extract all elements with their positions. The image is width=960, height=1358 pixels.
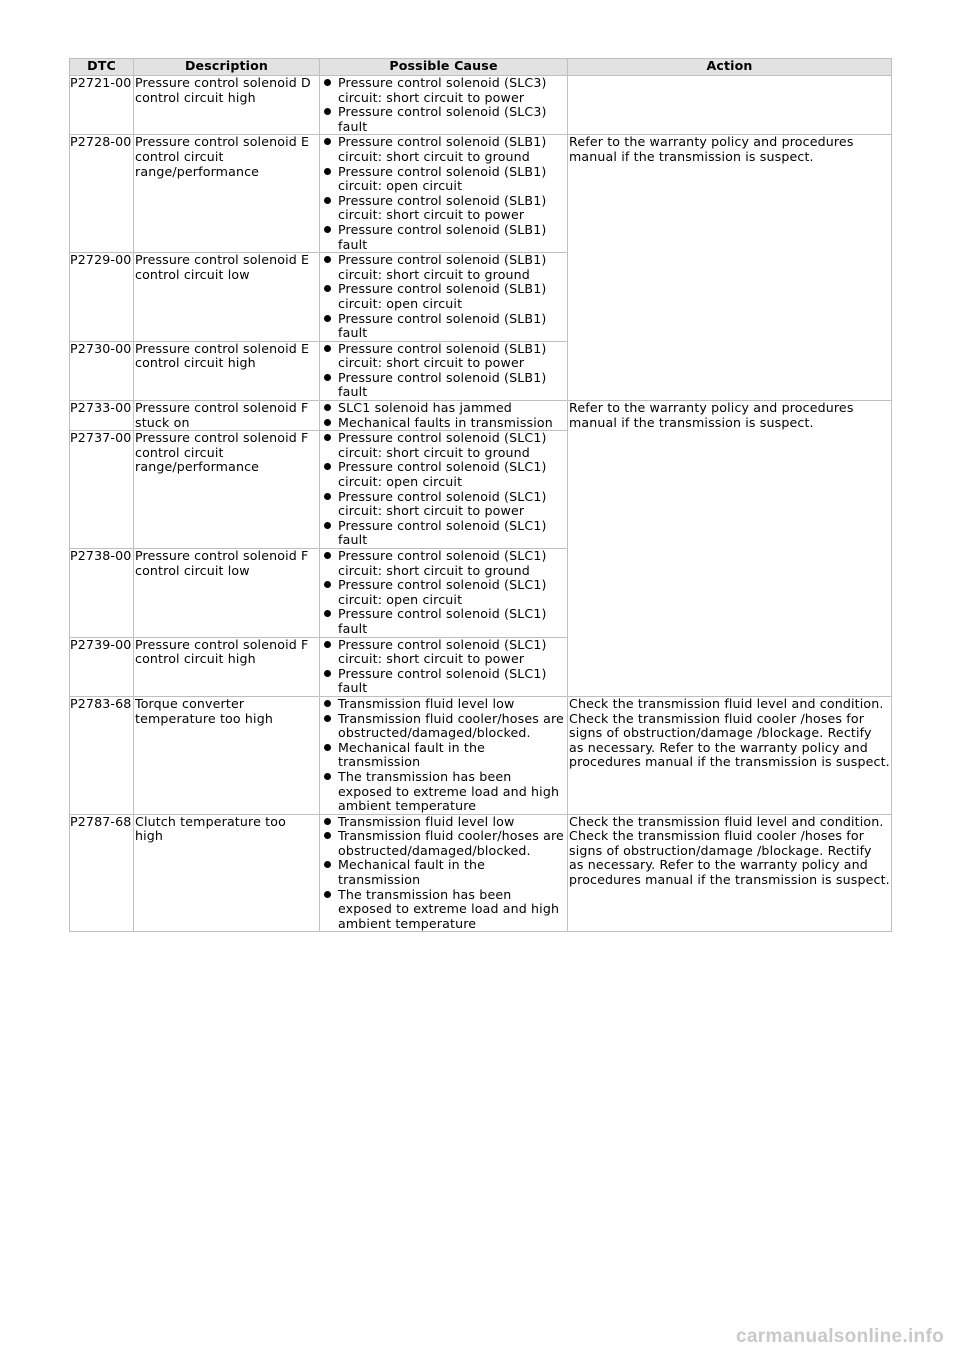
cause-item: Transmission fluid cooler/hoses are obstructed/damaged/blocked. (321, 712, 566, 741)
header-dtc: DTC (70, 59, 134, 76)
cause-item: Pressure control solenoid (SLC1) fault (321, 519, 566, 548)
dtc-table (69, 58, 892, 932)
cause-item: Transmission fluid level low (321, 815, 566, 830)
dtc-description: Pressure control solenoid E control circuit low (134, 253, 320, 342)
dtc-code: P2739-00 (70, 637, 134, 696)
table-row (70, 814, 892, 932)
cause-item: Pressure control solenoid (SLC3) circuit: short circuit to power (321, 76, 566, 105)
cause-item: Pressure control solenoid (SLB1) circuit: short circuit to ground (321, 253, 566, 282)
cause-item: Pressure control solenoid (SLC1) circuit: short circuit to ground (321, 431, 566, 460)
dtc-code: P2783-68 (70, 696, 134, 814)
possible-cause (320, 341, 568, 400)
dtc-description: Pressure control solenoid D control circuit high (134, 76, 320, 135)
cause-item: The transmission has been exposed to extreme load and high ambient temperature (321, 770, 566, 814)
possible-cause (320, 696, 568, 814)
cause-list (321, 401, 566, 430)
header-possible-cause: Possible Cause (320, 59, 568, 76)
dtc-code: P2728-00 (70, 135, 134, 253)
cause-item: Pressure control solenoid (SLC1) fault (321, 667, 566, 696)
cause-item: Pressure control solenoid (SLB1) fault (321, 371, 566, 400)
cause-item: Pressure control solenoid (SLC1) circuit: short circuit to power (321, 490, 566, 519)
dtc-code: P2730-00 (70, 341, 134, 400)
site-watermark: carmanualsonline.info (736, 1326, 944, 1347)
cause-item: Pressure control solenoid (SLB1) circuit: short circuit to ground (321, 135, 566, 164)
dtc-description: Pressure control solenoid F stuck on (134, 401, 320, 431)
cause-list (321, 253, 566, 341)
dtc-code: P2738-00 (70, 549, 134, 638)
dtc-description: Clutch temperature too high (134, 814, 320, 932)
dtc-code: P2737-00 (70, 431, 134, 549)
table-row (70, 401, 892, 431)
cause-item: Pressure control solenoid (SLC1) fault (321, 607, 566, 636)
table-row (70, 135, 892, 253)
possible-cause (320, 637, 568, 696)
dtc-code: P2787-68 (70, 814, 134, 932)
cause-list (321, 697, 566, 814)
dtc-description: Torque converter temperature too high (134, 696, 320, 814)
dtc-code: P2733-00 (70, 401, 134, 431)
action-cell: Refer to the warranty policy and procedures manual if the transmission is suspect. (568, 401, 892, 697)
action-cell: Refer to the warranty policy and procedures manual if the transmission is suspect. (568, 135, 892, 401)
action-cell: Check the transmission fluid level and condition. Check the transmission fluid cooler /hoses for signs of obstruction/damage /blockage. Rectify as necessary. Refer to the warranty policy and procedures manual if the transmission is suspect. (568, 696, 892, 814)
cause-item: Mechanical faults in transmission (321, 416, 566, 431)
cause-list (321, 76, 566, 134)
action-cell (568, 76, 892, 135)
possible-cause (320, 253, 568, 342)
action-cell: Check the transmission fluid level and condition. Check the transmission fluid cooler /hoses for signs of obstruction/damage /blockage. Rectify as necessary. Refer to the warranty policy and procedures manual if the transmission is suspect. (568, 814, 892, 932)
dtc-description: Pressure control solenoid F control circuit high (134, 637, 320, 696)
cause-list (321, 135, 566, 252)
dtc-description: Pressure control solenoid F control circuit low (134, 549, 320, 638)
cause-item: Pressure control solenoid (SLC1) circuit: open circuit (321, 460, 566, 489)
cause-list (321, 549, 566, 637)
cause-item: Pressure control solenoid (SLB1) fault (321, 223, 566, 252)
cause-item: Pressure control solenoid (SLC1) circuit: short circuit to power (321, 638, 566, 667)
table-row (70, 76, 892, 135)
dtc-description: Pressure control solenoid E control circuit high (134, 341, 320, 400)
dtc-code: P2721-00 (70, 76, 134, 135)
dtc-description: Pressure control solenoid F control circuit range/performance (134, 431, 320, 549)
cause-item: The transmission has been exposed to extreme load and high ambient temperature (321, 888, 566, 932)
cause-item: Pressure control solenoid (SLB1) circuit: short circuit to power (321, 194, 566, 223)
cause-list (321, 815, 566, 932)
cause-list (321, 342, 566, 400)
possible-cause (320, 76, 568, 135)
dtc-code: P2729-00 (70, 253, 134, 342)
cause-item: Pressure control solenoid (SLB1) circuit: short circuit to power (321, 342, 566, 371)
table-header-row (70, 59, 892, 76)
cause-item: Mechanical fault in the transmission (321, 741, 566, 770)
header-description: Description (134, 59, 320, 76)
possible-cause (320, 431, 568, 549)
table-row (70, 696, 892, 814)
cause-item: Pressure control solenoid (SLB1) circuit: open circuit (321, 165, 566, 194)
dtc-description: Pressure control solenoid E control circuit range/performance (134, 135, 320, 253)
cause-item: SLC1 solenoid has jammed (321, 401, 566, 416)
cause-item: Transmission fluid cooler/hoses are obstructed/damaged/blocked. (321, 829, 566, 858)
possible-cause (320, 549, 568, 638)
cause-item: Pressure control solenoid (SLC1) circuit: short circuit to ground (321, 549, 566, 578)
cause-item: Pressure control solenoid (SLC1) circuit: open circuit (321, 578, 566, 607)
cause-item: Pressure control solenoid (SLB1) circuit: open circuit (321, 282, 566, 311)
cause-item: Pressure control solenoid (SLB1) fault (321, 312, 566, 341)
cause-item: Pressure control solenoid (SLC3) fault (321, 105, 566, 134)
cause-list (321, 431, 566, 548)
cause-item: Mechanical fault in the transmission (321, 858, 566, 887)
header-action: Action (568, 59, 892, 76)
possible-cause (320, 401, 568, 431)
possible-cause (320, 135, 568, 253)
cause-item: Transmission fluid level low (321, 697, 566, 712)
cause-list (321, 638, 566, 696)
possible-cause (320, 814, 568, 932)
